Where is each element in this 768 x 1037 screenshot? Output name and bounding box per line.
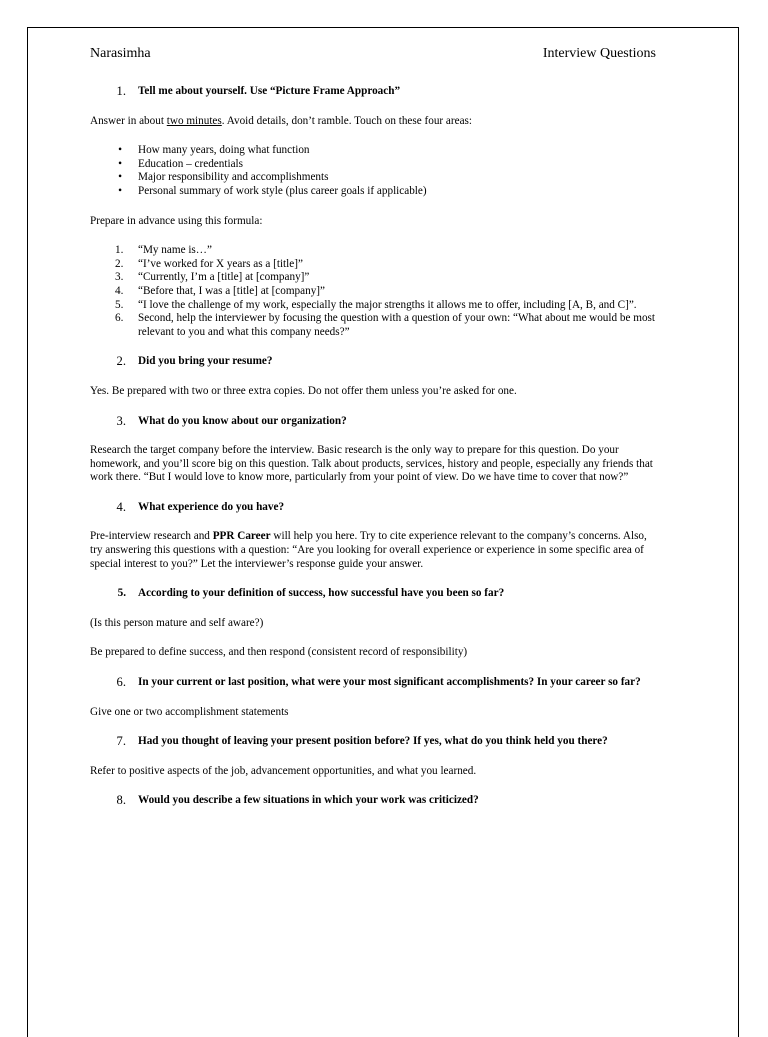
question-4 xyxy=(90,501,656,515)
q2-answer: Yes. Be prepared with two or three extra copies. Do not offer them unless you’re asked for one. xyxy=(90,384,517,397)
list-item: • How many years, doing what function xyxy=(90,144,656,158)
question-text: What do you know about our organization? xyxy=(138,414,347,427)
q6-answer: Give one or two accomplishment statements xyxy=(90,705,289,718)
bullet-icon: • xyxy=(118,171,122,184)
question-number: 8. xyxy=(116,793,126,808)
q1-bullet-list xyxy=(90,144,656,198)
question-text: According to your definition of success, how successful have you been so far? xyxy=(138,587,505,600)
question-6 xyxy=(90,676,656,690)
question-5 xyxy=(90,587,656,601)
question-text: Had you thought of leaving your present position before? If yes, what do you think held you there? xyxy=(138,735,608,748)
question-text: Would you describe a few situations in which your work was criticized? xyxy=(138,794,479,807)
bullet-icon: • xyxy=(118,184,122,197)
bullet-icon: • xyxy=(118,144,122,157)
question-number: 3. xyxy=(116,413,126,428)
list-item: 4. “Before that, I was a [title] at [company]” xyxy=(115,284,325,297)
question-8 xyxy=(90,794,656,808)
question-number: 5. xyxy=(117,587,126,600)
document-page xyxy=(27,27,739,1037)
q1-prepare: Prepare in advance using this formula: xyxy=(90,214,263,227)
document-content xyxy=(90,46,656,824)
question-text: Did you bring your resume? xyxy=(138,355,273,368)
header-title: Interview Questions xyxy=(542,46,656,61)
header-author: Narasimha xyxy=(90,46,151,61)
q4-answer: Pre-interview research and PPR Career will help you here. Try to cite experience relevant to the company’s concerns. Also, try answering this questions with a question: “Are you looking for overall experience or experience in some specific area of special interest to you?” Let the interviewer’s response guide your answer. xyxy=(90,530,647,570)
question-number: 4. xyxy=(116,499,126,514)
question-2 xyxy=(90,355,656,369)
list-item: 1. “My name is…” xyxy=(115,244,212,257)
q3-answer: Research the target company before the interview. Basic research is the only way to prepare for this question. Do your homework, and you’ll score big on this question. Talk about products, services, history and people, especially any friends that work there. “But I would love to know more, particularly from your point of view. Do we have time to cover that now?” xyxy=(90,444,653,484)
q1-formula-list xyxy=(90,244,656,339)
question-1 xyxy=(90,85,656,99)
question-text: In your current or last position, what were your most significant accomplishments? In your career so far? xyxy=(138,676,641,689)
list-item: • Personal summary of work style (plus career goals if applicable) xyxy=(90,185,656,199)
list-item: 2. “I’ve worked for X years as a [title]” xyxy=(115,257,303,270)
question-number: 1. xyxy=(116,84,126,98)
list-item: 5. “I love the challenge of my work, especially the major strengths it allows me to offer, including [A, B, and C]”. xyxy=(115,298,637,311)
list-item: 3. “Currently, I’m a [title] at [company]” xyxy=(115,271,310,284)
question-text: What experience do you have? xyxy=(138,500,285,513)
list-item: 6. Second, help the interviewer by focusing the question with a question of your own: “What about me would be most relevant to you and what this company needs?” xyxy=(115,312,656,338)
q7-answer: Refer to positive aspects of the job, advancement opportunities, and what you learned. xyxy=(90,764,477,777)
question-number: 2. xyxy=(116,354,126,369)
question-text: Tell me about yourself. Use “Picture Frame Approach” xyxy=(138,85,401,97)
question-7 xyxy=(90,735,656,749)
list-item: • Major responsibility and accomplishments xyxy=(90,171,656,185)
question-number: 7. xyxy=(116,734,126,749)
q1-intro: Answer in about two minutes. Avoid details, don’t ramble. Touch on these four areas: xyxy=(90,114,473,127)
page-header xyxy=(90,46,656,62)
q5-answer: Be prepared to define success, and then respond (consistent record of responsibility) xyxy=(90,646,468,659)
bullet-icon: • xyxy=(118,157,122,170)
q5-note: (Is this person mature and self aware?) xyxy=(90,616,264,629)
question-number: 6. xyxy=(116,675,126,690)
list-item: • Education – credentials xyxy=(90,158,656,172)
question-3 xyxy=(90,415,656,429)
